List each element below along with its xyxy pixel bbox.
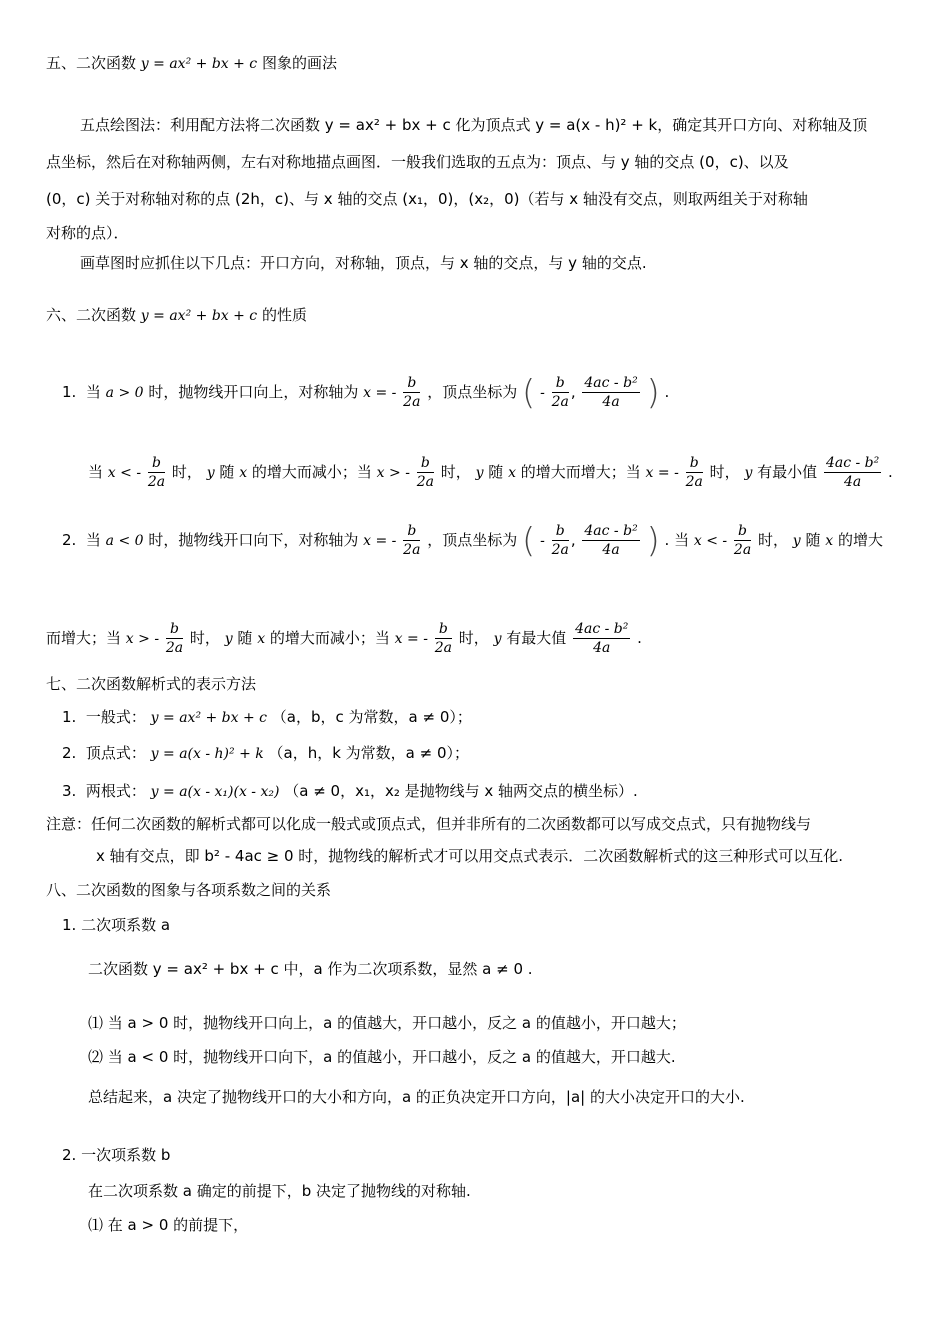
- item-number: 2.: [62, 744, 77, 762]
- fraction-vertex-y: $\frac{\text{4ac - b²}}{4a}$: [584, 375, 638, 410]
- fraction-b-2a: $\frac{b}{2a}$: [147, 455, 166, 490]
- five-point-paragraph-line-4: 对称的点）．: [46, 224, 129, 242]
- item-text: 时，: [458, 629, 489, 647]
- var-y: y: [744, 465, 753, 481]
- item-text: 当: [85, 383, 101, 401]
- var-y: y: [224, 631, 233, 647]
- property-item-1: 1. 当 a > 0 时，抛物线开口向上，对称轴为 x = - $\frac{b}{2a}$ ，顶点坐标为 ( - $\frac{b}{2a}$ , $\frac{\text{4ac - b²}}{4a}$ ) .: [62, 372, 670, 413]
- item-text: 顶点式：: [85, 744, 146, 762]
- section-5-title: 五、二次函数: [46, 54, 137, 72]
- item-text: 时，: [171, 463, 202, 481]
- item-text: 时，抛物线开口向上，对称轴为: [148, 383, 359, 401]
- five-point-paragraph-line-2: 点坐标，然后在对称轴两侧，左右对称地描点画图．一般我们选取的五点为：顶点、与 y 轴的交点 (0，c)、以及: [46, 153, 789, 171]
- item-number: 2.: [62, 531, 77, 549]
- axis-formula: x = -: [363, 385, 397, 401]
- section-7-heading: 七、二次函数解析式的表示方法: [46, 675, 257, 693]
- item-text: 当: [88, 463, 104, 481]
- section-6-formula: y = ax² + bx + c: [140, 308, 258, 324]
- item-text: 时，: [189, 629, 220, 647]
- section-5-formula: y = ax² + bx + c: [140, 56, 258, 72]
- equation: x = -: [394, 631, 428, 647]
- inequality: x < -: [693, 533, 728, 549]
- fraction-b-2a: $\frac{b}{2a}$: [403, 375, 421, 410]
- right-paren: ): [646, 520, 660, 561]
- five-point-paragraph-line-3: (0，c) 关于对称轴对称的点 (2h，c)、与 x 轴的交点 (x₁，0)，(x₂，0)（若与 x 轴没有交点，则取两组关于对称轴: [46, 190, 808, 208]
- item-text: 时，: [757, 531, 788, 549]
- note-line-2: x 轴有交点，即 b² - 4ac ≥ 0 时，抛物线的解析式才可以用交点式表示．二次函数解析式的这三种形式可以互化.: [96, 847, 844, 865]
- item-text: . 当: [664, 531, 690, 549]
- left-paren: (: [522, 520, 536, 561]
- item-text: 的增大而增大；当: [520, 463, 641, 481]
- coefficient-b-paragraph: 在二次项系数 a 确定的前提下，b 决定了抛物线的对称轴.: [88, 1182, 471, 1200]
- item-text: ，顶点坐标为: [427, 531, 518, 549]
- item-text: 有最大值: [506, 629, 567, 647]
- condition-formula: a < 0: [105, 533, 144, 549]
- item-text: 时，抛物线开口向下，对称轴为: [148, 531, 359, 549]
- item-text: 随: [805, 531, 821, 549]
- inequality: x < -: [107, 465, 142, 481]
- item-text: 两根式：: [85, 782, 146, 800]
- fraction-b-2a: $\frac{b}{2a}$: [165, 621, 184, 656]
- var-y: y: [493, 631, 502, 647]
- coefficient-a-summary: 总结起来，a 决定了抛物线开口的大小和方向，a 的正负决定开口方向，|a| 的大小决定开口的大小.: [88, 1088, 745, 1106]
- var-x: x: [257, 631, 266, 647]
- fraction-b-2a: $\frac{b}{2a}$: [685, 455, 703, 490]
- fraction-b-2a: $\frac{b}{2a}$: [733, 523, 752, 558]
- item-number: 1.: [62, 708, 77, 726]
- item-text: 时，: [709, 463, 740, 481]
- inequality: x > -: [125, 631, 160, 647]
- right-paren: ): [646, 372, 660, 413]
- section-5-title-tail: 图象的画法: [261, 54, 337, 72]
- vertex-minus: -: [540, 385, 545, 401]
- var-x: x: [508, 465, 516, 481]
- item-end: .: [664, 383, 670, 401]
- var-y: y: [792, 533, 801, 549]
- item-text: 而增大；当: [46, 629, 122, 647]
- form-formula: y = ax² + bx + c: [150, 710, 268, 726]
- item-text: 时，: [440, 463, 471, 481]
- form-item-vertex: [62, 742, 469, 765]
- note-line-1: 注意：任何二次函数的解析式都可以化成一般式或顶点式，但并非所有的二次函数都可以写成交点式，只有抛物线与: [46, 815, 812, 833]
- item-text: ，顶点坐标为: [427, 383, 518, 401]
- form-note: （a ≠ 0，x₁，x₂ 是抛物线与 x 轴两交点的横坐标）.: [284, 782, 638, 800]
- fraction-b-2a: $\frac{b}{2a}$: [551, 375, 569, 410]
- var-y: y: [206, 465, 215, 481]
- coefficient-b-case-1: ⑴ 在 a > 0 的前提下，: [88, 1216, 249, 1234]
- var-x: x: [825, 533, 834, 549]
- five-point-paragraph-line-1: 五点绘图法：利用配方法将二次函数 y = ax² + bx + c 化为顶点式 y = a(x - h)² + k，确定其开口方向、对称轴及顶: [80, 116, 868, 134]
- item-text: 当: [85, 531, 101, 549]
- form-note: （a，b，c 为常数，a ≠ 0）；: [271, 708, 472, 726]
- condition-formula: a > 0: [105, 385, 144, 401]
- sketch-tips-paragraph: 画草图时应抓住以下几点：开口方向，对称轴，顶点，与 x 轴的交点，与 y 轴的交点.: [80, 254, 647, 272]
- inequality: x > -: [376, 465, 410, 481]
- section-6-title: 六、二次函数: [46, 306, 137, 324]
- item-end: .: [637, 629, 642, 647]
- item-number: 1.: [62, 383, 77, 401]
- vertex-minus: -: [540, 533, 545, 549]
- coefficient-a-case-2: ⑵ 当 a < 0 时，抛物线开口向下，a 的值越小，开口越小，反之 a 的值越大，开口越大.: [88, 1048, 676, 1066]
- fraction-b-2a: $\frac{b}{2a}$: [403, 523, 421, 558]
- property-item-1-detail: [88, 448, 893, 497]
- equation: x = -: [645, 465, 679, 481]
- axis-formula: x = -: [363, 533, 397, 549]
- section-8-heading: 八、二次函数的图象与各项系数之间的关系: [46, 881, 332, 899]
- section-6-heading: [46, 304, 307, 327]
- form-formula: y = a(x - x₁)(x - x₂): [150, 784, 280, 800]
- item-text: 有最小值: [757, 463, 818, 481]
- fraction-vertex-y: $\frac{\text{4ac - b²}}{4a}$: [825, 455, 880, 490]
- item-text: 随: [219, 463, 235, 481]
- form-formula: y = a(x - h)² + k: [150, 746, 264, 762]
- item-text: 的增大: [837, 531, 883, 549]
- fraction-b-2a: $\frac{b}{2a}$: [416, 455, 434, 490]
- var-x: x: [239, 465, 248, 481]
- section-6-title-tail: 的性质: [261, 306, 307, 324]
- item-end: .: [888, 463, 893, 481]
- fraction-b-2a: $\frac{b}{2a}$: [551, 523, 569, 558]
- var-y: y: [475, 465, 484, 481]
- form-item-general: [62, 706, 472, 729]
- fraction-vertex-y: $\frac{\text{4ac - b²}}{4a}$: [575, 621, 629, 656]
- item-text: 的增大而减小；当: [251, 463, 372, 481]
- left-paren: (: [522, 372, 536, 413]
- coefficient-b-heading: 2. 一次项系数 b: [62, 1146, 171, 1164]
- form-item-roots: [62, 780, 638, 803]
- item-text: 一般式：: [85, 708, 146, 726]
- form-note: （a，h，k 为常数，a ≠ 0）；: [268, 744, 470, 762]
- coefficient-a-heading: 1. 二次项系数 a: [62, 916, 171, 934]
- section-5-heading: [46, 52, 337, 75]
- fraction-vertex-y: $\frac{\text{4ac - b²}}{4a}$: [584, 523, 638, 558]
- item-number: 3.: [62, 782, 77, 800]
- item-text: 随: [237, 629, 253, 647]
- fraction-b-2a: $\frac{b}{2a}$: [434, 621, 452, 656]
- property-item-2: 2. 当 a < 0 时，抛物线开口向下，对称轴为 x = - $\frac{b}{2a}$ ，顶点坐标为 ( - $\frac{b}{2a}$ , $\frac{\text{4ac - b²}}{4a}$ ) . 当 x < - $\frac{b}{2a}$ 时， y 随 x 的增大: [62, 520, 883, 561]
- item-text: 的增大而减小；当: [269, 629, 390, 647]
- item-text: 随: [488, 463, 504, 481]
- coefficient-a-case-1: ⑴ 当 a > 0 时，抛物线开口向上，a 的值越大，开口越小，反之 a 的值越小，开口越大；: [88, 1014, 686, 1032]
- property-item-2-detail: [46, 614, 642, 663]
- coefficient-a-paragraph: 二次函数 y = ax² + bx + c 中，a 作为二次项系数，显然 a ≠ 0 .: [88, 960, 533, 978]
